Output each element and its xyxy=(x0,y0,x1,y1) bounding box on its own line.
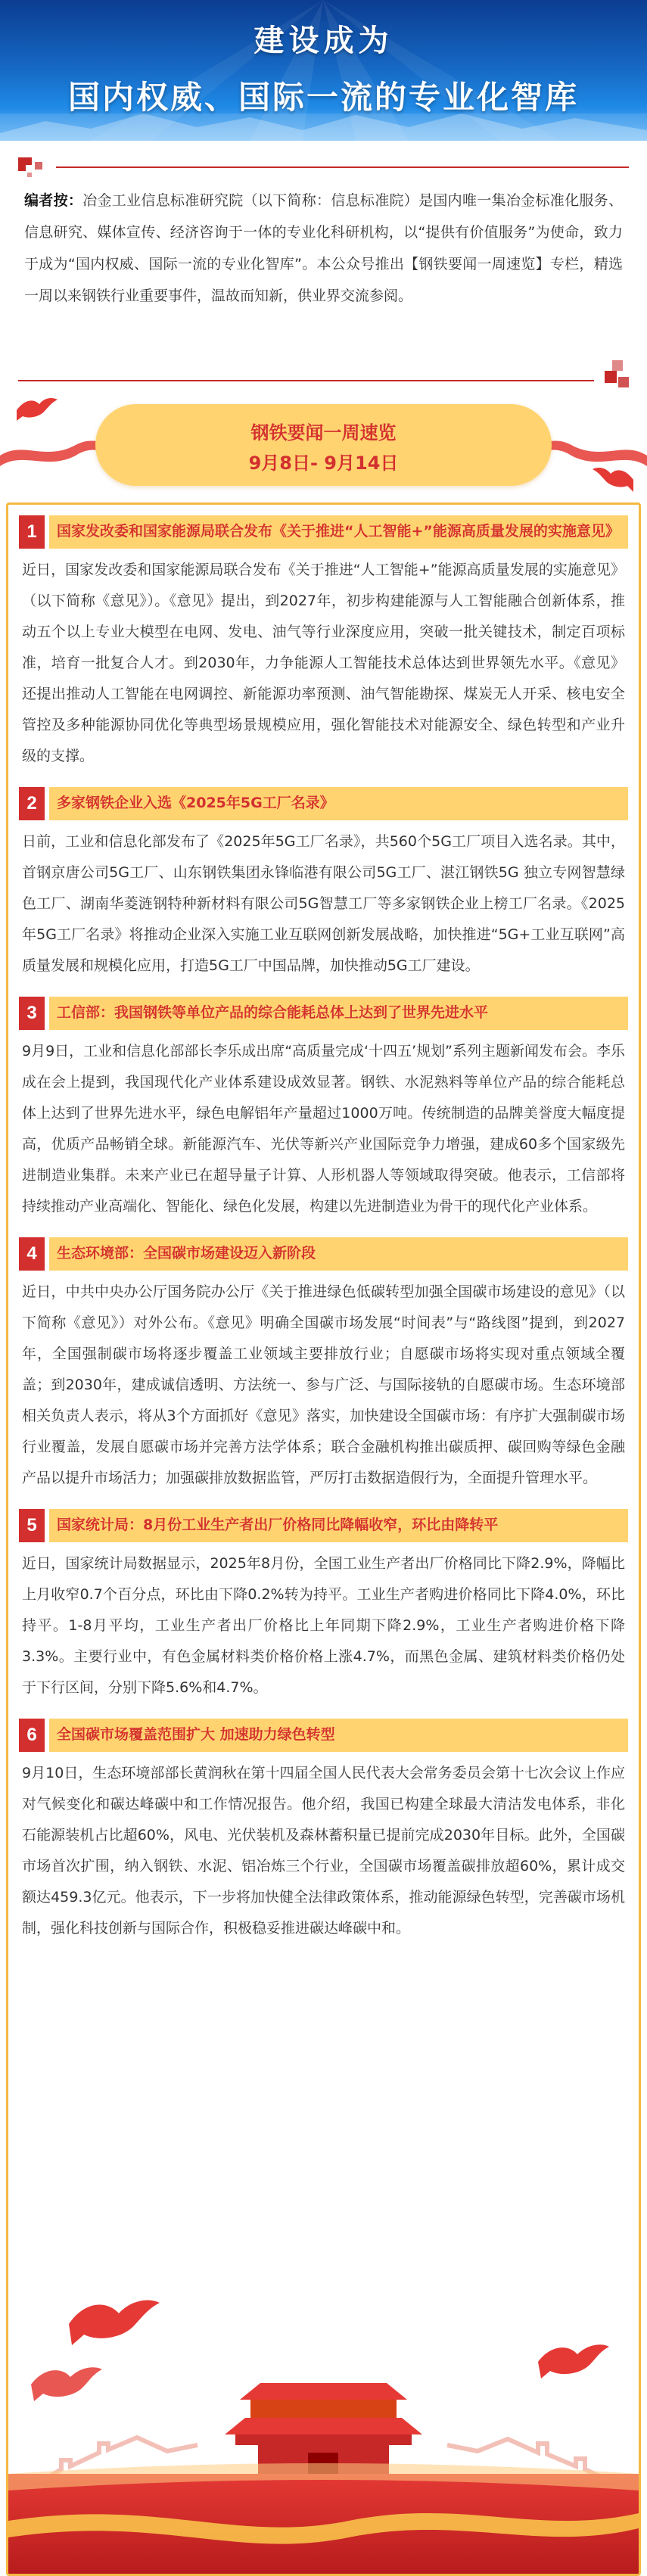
note-bottom-divider xyxy=(18,380,594,381)
news-title: 工信部：我国钢铁等单位产品的综合能耗总体上达到了世界先进水平 xyxy=(49,997,628,1030)
news-title: 生态环境部：全国碳市场建设迈入新阶段 xyxy=(49,1237,628,1271)
news-item xyxy=(19,787,628,982)
news-number-badge: 1 xyxy=(19,515,45,549)
news-body: 近日，中共中央办公厅国务院办公厅《关于推进绿色低碳转型加强全国碳市场建设的意见》（以下简称《意见》）对外公布。《意见》明确全国碳市场发展“时间表”与“路线图”提到，到2027年，全国强制碳市场将逐步覆盖工业领域主要排放行业；自愿碳市场将实现对重点领域全覆盖；到2030年，建成诚信透明、方法统一、参与广泛、与国际接轨的自愿碳市场。生态环境部相关负责人表示，将从3个方面抓好《意见》落实，加快建设全国碳市场：有序扩大强制碳市场行业覆盖，发展自愿碳市场并完善方法学体系；联合金融机构推出碳质押、碳回购等绿色金融产品以提升市场活力；加强碳排放数据监管，严厉打击数据造假行为，全面提升管理水平。 xyxy=(22,1283,625,1486)
news-body: 近日，国家发改委和国家能源局联合发布《关于推进“人工智能+”能源高质量发展的实施意见》（以下简称《意见》）。《意见》提出，到2027年，初步构建能源与人工智能融合创新体系，推动五个以上专业大模型在电网、发电、油气等行业深度应用，突破一批关键技术，制定百项标准，培育一批复合人才。到2030年，力争能源人工智能技术总体达到世界领先水平。《意见》还提出推动人工智能在电网调控、新能源功率预测、油气智能勘探、煤炭无人开采、核电安全管控及多种能源协同优化等典型场景规模应用，强化智能技术对能源安全、绿色转型和产业升级的支撑。 xyxy=(22,562,625,764)
editor-note xyxy=(18,157,629,384)
news-body: 日前，工业和信息化部发布了《2025年5G工厂名录》，共560个5G工厂项目入选名录。其中，首钢京唐公司5G工厂、山东钢铁集团永锋临港有限公司5G工厂、湛江钢铁5G 独立专网智慧绿色工厂、湖南华菱涟钢特种新材料有限公司5G智慧工厂等多家钢铁企业上榜工厂名录。《2025年5G工厂名录》将推动企业深入实施工业互联网创新发展战略，加快推进“5G+工业互联网”高质量发展和规模化应用，打造5G工厂中国品牌，加快推动5G工厂建设。 xyxy=(22,833,625,974)
news-item xyxy=(19,1719,628,1944)
editor-note-lead: 编者按： xyxy=(24,192,83,209)
news-item-header xyxy=(19,1719,628,1752)
banner-title-line1: 建设成为 xyxy=(254,23,393,58)
news-title: 国家统计局：8月份工业生产者出厂价格同比降幅收窄，环比由降转平 xyxy=(49,1509,628,1542)
news-item xyxy=(19,997,628,1222)
dove-icon xyxy=(591,462,636,495)
header-banner xyxy=(0,0,647,141)
news-title: 多家钢铁企业入选《2025年5G工厂名录》 xyxy=(49,787,628,820)
news-number-badge: 2 xyxy=(19,787,45,820)
weekly-date-range: 9月8日- 9月14日 xyxy=(248,453,399,474)
news-number-badge: 6 xyxy=(19,1719,45,1752)
news-body: 9月10日，生态环境部部长黄润秋在第十四届全国人民代表大会常务委员会第十七次会议上作应对气候变化和碳达峰碳中和工作情况报告。他介绍，我国已构建全球最大清洁发电体系，非化石能源装机占比超60%，风电、光伏装机及森林蓄积量已提前完成2030年目标。此外，全国碳市场首次扩围，纳入钢铁、水泥、铝冶炼三个行业，全国碳市场覆盖碳排放超60%，累计成交额达459.3亿元。他表示，下一步将加快健全法律政策体系，推动能源绿色转型，完善碳市场机制，强化科技创新与国际合作，积极稳妥推进碳达峰碳中和。 xyxy=(22,1765,625,1937)
news-title: 国家发改委和国家能源局联合发布《关于推进“人工智能+”能源高质量发展的实施意见》 xyxy=(49,515,628,549)
weekly-title: 钢铁要闻一周速览 xyxy=(250,422,397,443)
news-list xyxy=(6,502,641,2576)
weekly-header xyxy=(0,389,647,502)
news-item-header xyxy=(19,787,628,820)
news-item-header xyxy=(19,1509,628,1542)
news-number-badge: 3 xyxy=(19,997,45,1030)
news-item-header xyxy=(19,1237,628,1271)
editor-note-body: 冶金工业信息标准研究院（以下简称：信息标准院）是国内唯一集冶金标准化服务、信息研究、媒体宣传、经济咨询于一体的专业化科研机构，以“提供有价值服务”为使命，致力于成为“国内权威、国际一流的专业化智库”。本公众号推出【钢铁要闻一周速览】专栏，精选一周以来钢铁行业重要事件，温故而知新，供业界交流参阅。 xyxy=(24,192,623,304)
news-item xyxy=(19,1237,628,1494)
news-item xyxy=(19,1509,628,1703)
news-body: 9月9日，工业和信息化部部长李乐成出席“高质量完成‘十四五’规划”系列主题新闻发布会。李乐成在会上提到，我国现代化产业体系建设成效显著。钢铁、水泥熟料等单位产品的综合能耗总体上达到了世界先进水平，绿色电解铝年产量超过1000万吨。传统制造的品牌美誉度大幅度提高，优质产品畅销全球。新能源汽车、光伏等新兴产业国际竞争力增强，建成60多个国家级先进制造业集群。未来产业已在超导量子计算、人形机器人等领域取得突破。他表示，工信部将持续推动产业高端化、智能化、绿色化发展，构建以先进制造业为骨干的现代化产业体系。 xyxy=(22,1043,625,1215)
news-item xyxy=(19,515,628,772)
news-number-badge: 4 xyxy=(19,1237,45,1271)
note-top-divider xyxy=(56,166,629,168)
news-title: 全国碳市场覆盖范围扩大 加速助力绿色转型 xyxy=(49,1719,628,1752)
editor-note-text xyxy=(24,185,623,312)
footer-illustration xyxy=(8,2271,639,2574)
news-body: 近日，国家统计局数据显示，2025年8月份，全国工业生产者出厂价格同比下降2.9%，降幅比上月收窄0.7个百分点，环比由下降0.2%转为持平。工业生产者购进价格同比下降4.0%，环比持平。1-8月平均，工业生产者出厂价格比上年同期下降2.9%，工业生产者购进价格下降3.3%。主要行业中，有色金属材料类价格价格上涨4.7%，而黑色金属、建筑材料类价格仍处于下行区间，分别下降5.6%和4.7%。 xyxy=(22,1555,625,1696)
corner-squares-icon xyxy=(600,360,629,390)
news-item-header xyxy=(19,997,628,1030)
news-item-header xyxy=(19,515,628,549)
corner-bracket-icon xyxy=(18,157,48,177)
news-number-badge: 5 xyxy=(19,1509,45,1542)
banner-title-line2: 国内权威、国际一流的专业化智库 xyxy=(67,79,579,116)
